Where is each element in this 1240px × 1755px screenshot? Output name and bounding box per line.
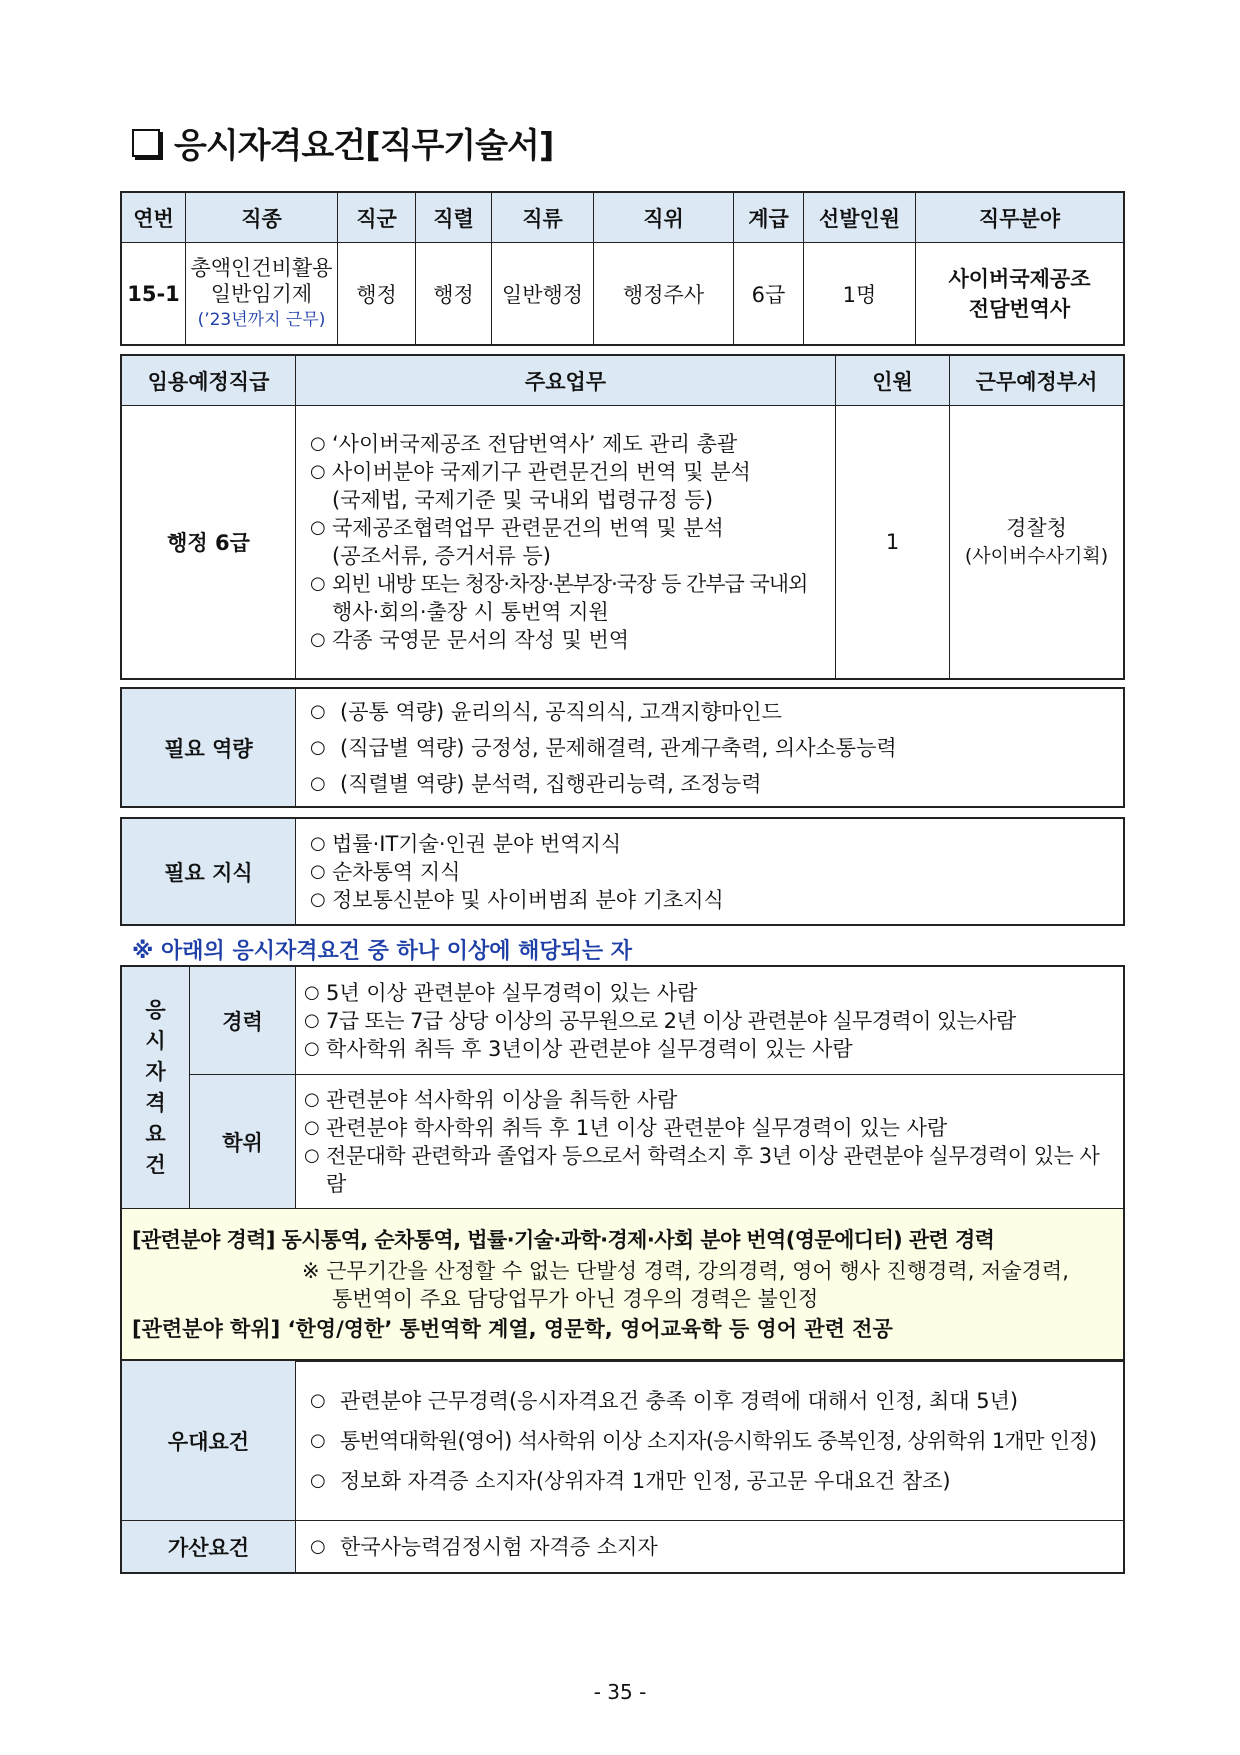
- bonus-list: [296, 1532, 1123, 1562]
- header-no: 연번: [122, 193, 186, 243]
- row-field: [916, 243, 1124, 345]
- row-grade: 6급: [734, 243, 804, 345]
- header-field: 직무분야: [916, 193, 1124, 243]
- header-appoint-grade: 임용예정직급: [122, 356, 296, 406]
- duty-text: 국제공조협력업무 관련문건의 번역 및 분석: [332, 516, 724, 540]
- preference-list: [296, 1381, 1123, 1501]
- duties-cell: [296, 406, 836, 679]
- competency-table: [121, 688, 1124, 807]
- vlabel-char: 시: [145, 1028, 166, 1053]
- field-line2: 전담번역사: [968, 296, 1071, 321]
- knowledge-list: [296, 830, 1123, 914]
- degree-cell: [296, 1075, 1124, 1209]
- duty-sub: 행사·회의·출장 시 통번역 지원: [332, 600, 609, 624]
- position-table: [121, 192, 1124, 345]
- row-count: 1명: [804, 243, 916, 345]
- career-item: ○ 학사학위 취득 후 3년이상 관련분야 실무경력이 있는 사람: [304, 1035, 1115, 1063]
- page-number: - 35 -: [593, 1680, 647, 1704]
- duty-item: ○ ‘사이버국제공조 전담번역사’ 제도 관리 총괄: [310, 430, 827, 458]
- headcount: 1: [836, 406, 950, 679]
- duty-item: [310, 458, 827, 514]
- duties-list: [296, 430, 835, 654]
- duty-item: [310, 514, 827, 570]
- qualification-vertical-label: [122, 967, 190, 1209]
- career-item: ○ 5년 이상 관련분야 실무경력이 있는 사람: [304, 979, 1115, 1007]
- dept: [950, 406, 1124, 679]
- duty-item: [310, 570, 827, 626]
- preference-cell: [296, 1361, 1124, 1521]
- header-series: 직렬: [416, 193, 492, 243]
- knowledge-item: ○ 법률·IT기술·인권 분야 번역지식: [310, 830, 1115, 858]
- competency-item: ○ (직렬별 역량) 분석력, 집행관리능력, 조정능력: [310, 766, 1115, 802]
- header-count: 선발인원: [804, 193, 916, 243]
- duty-item: ○ 각종 국영문 문서의 작성 및 번역: [310, 626, 827, 654]
- duties-table: [121, 355, 1124, 679]
- type-line1: 총액인건비활용: [190, 255, 333, 280]
- vlabel-char: 격: [145, 1090, 166, 1115]
- appoint-grade: 행정 6급: [122, 406, 296, 679]
- degree-label: 학위: [190, 1075, 296, 1209]
- knowledge-item: ○ 순차통역 지식: [310, 858, 1115, 886]
- related-degree: [관련분야 학위] ‘한영/영한’ 통번역학 계열, 영문학, 영어교육학 등 영어 관련 전공: [132, 1316, 893, 1341]
- header-headcount: 인원: [836, 356, 950, 406]
- row-group: 행정: [338, 243, 416, 345]
- row-type: [186, 243, 338, 345]
- knowledge-label: 필요 지식: [122, 819, 296, 925]
- checkbox-square-icon: [132, 129, 160, 157]
- related-note-1: ※ 근무기간을 산정할 수 없는 단발성 경력, 강의경력, 영어 행사 진행경력, 저술경력,: [302, 1258, 1069, 1283]
- preference-item: ○ 관련분야 근무경력(응시자격요건 충족 이후 경력에 대해서 인정, 최대 5년): [310, 1381, 1115, 1421]
- duty-text: 외빈 내방 또는 청장·차장·본부장·국장 등 간부급 국내외: [332, 572, 808, 596]
- row-position: 행정주사: [594, 243, 734, 345]
- competency-list: [296, 694, 1123, 802]
- career-label: 경력: [190, 967, 296, 1075]
- career-cell: [296, 967, 1124, 1075]
- related-career: [관련분야 경력] 동시통역, 순차통역, 법률·기술·과학·경제·사회 분야 번역(영문에디터) 관련 경력: [132, 1227, 995, 1252]
- qualification-table: [121, 966, 1124, 1361]
- page-title-text: 응시자격요건[직무기술서]: [174, 126, 554, 166]
- related-note-2: 통번역이 주요 담당업무가 아닌 경우의 경력은 불인정: [332, 1286, 819, 1311]
- knowledge-table: [121, 818, 1124, 925]
- competency-item: ○ (직급별 역량) 긍정성, 문제해결력, 관계구축력, 의사소통능력: [310, 730, 1115, 766]
- duty-sub: (국제법, 국제기준 및 국내외 법령규정 등): [332, 488, 714, 512]
- header-type: 직종: [186, 193, 338, 243]
- degree-item: ○ 전문대학 관련학과 졸업자 등으로서 학력소지 후 3년 이상 관련분야 실무경력이 있는 사람: [304, 1142, 1115, 1198]
- row-series: 행정: [416, 243, 492, 345]
- competency-cell: [296, 689, 1124, 807]
- degree-item: ○ 관련분야 석사학위 이상을 취득한 사람: [304, 1086, 1115, 1114]
- header-duties: 주요업무: [296, 356, 836, 406]
- degree-item: ○ 관련분야 학사학위 취득 후 1년 이상 관련분야 실무경력이 있는 사람: [304, 1114, 1115, 1142]
- vlabel-char: 자: [145, 1059, 166, 1084]
- header-position: 직위: [594, 193, 734, 243]
- duty-text: 사이버분야 국제기구 관련문건의 번역 및 분석: [332, 460, 751, 484]
- preference-label: 우대요건: [122, 1361, 296, 1521]
- header-category: 직류: [492, 193, 594, 243]
- qualification-note: ※ 아래의 응시자격요건 중 하나 이상에 해당되는 자: [132, 939, 633, 964]
- degree-list: [296, 1086, 1123, 1198]
- knowledge-cell: [296, 819, 1124, 925]
- vlabel-char: 요: [145, 1121, 166, 1146]
- competency-item: ○ (공통 역량) 윤리의식, 공직의식, 고객지향마인드: [310, 694, 1115, 730]
- type-line2: 일반임기제: [210, 281, 313, 306]
- vlabel-char: 건: [145, 1152, 166, 1177]
- header-dept: 근무예정부서: [950, 356, 1124, 406]
- knowledge-item: ○ 정보통신분야 및 사이버범죄 분야 기초지식: [310, 886, 1115, 914]
- row-no: 15-1: [122, 243, 186, 345]
- header-grade: 계급: [734, 193, 804, 243]
- field-line1: 사이버국제공조: [948, 266, 1091, 291]
- bonus-item: ○ 한국사능력검정시험 자격증 소지자: [310, 1532, 1115, 1562]
- duty-sub: (공조서류, 증거서류 등): [332, 544, 551, 568]
- preference-table: [121, 1360, 1124, 1573]
- dept-line1: 경찰청: [1006, 516, 1067, 540]
- related-definition: [122, 1209, 1124, 1361]
- preference-item: ○ 정보화 자격증 소지자(상위자격 1개만 인정, 공고문 우대요건 참조): [310, 1461, 1115, 1501]
- vlabel-char: 응: [145, 997, 166, 1022]
- competency-label: 필요 역량: [122, 689, 296, 807]
- bonus-label: 가산요건: [122, 1521, 296, 1573]
- type-note: (’23년까지 근무): [197, 309, 326, 330]
- page-title: [132, 118, 553, 167]
- preference-item: ○ 통번역대학원(영어) 석사학위 이상 소지자(응시학위도 중복인정, 상위학위 1개만 인정): [310, 1421, 1115, 1461]
- row-category: 일반행정: [492, 243, 594, 345]
- dept-line2: (사이버수사기획): [964, 545, 1109, 567]
- career-item: ○ 7급 또는 7급 상당 이상의 공무원으로 2년 이상 관련분야 실무경력이 있는사람: [304, 1007, 1115, 1035]
- bonus-cell: [296, 1521, 1124, 1573]
- header-group: 직군: [338, 193, 416, 243]
- career-list: [296, 979, 1123, 1063]
